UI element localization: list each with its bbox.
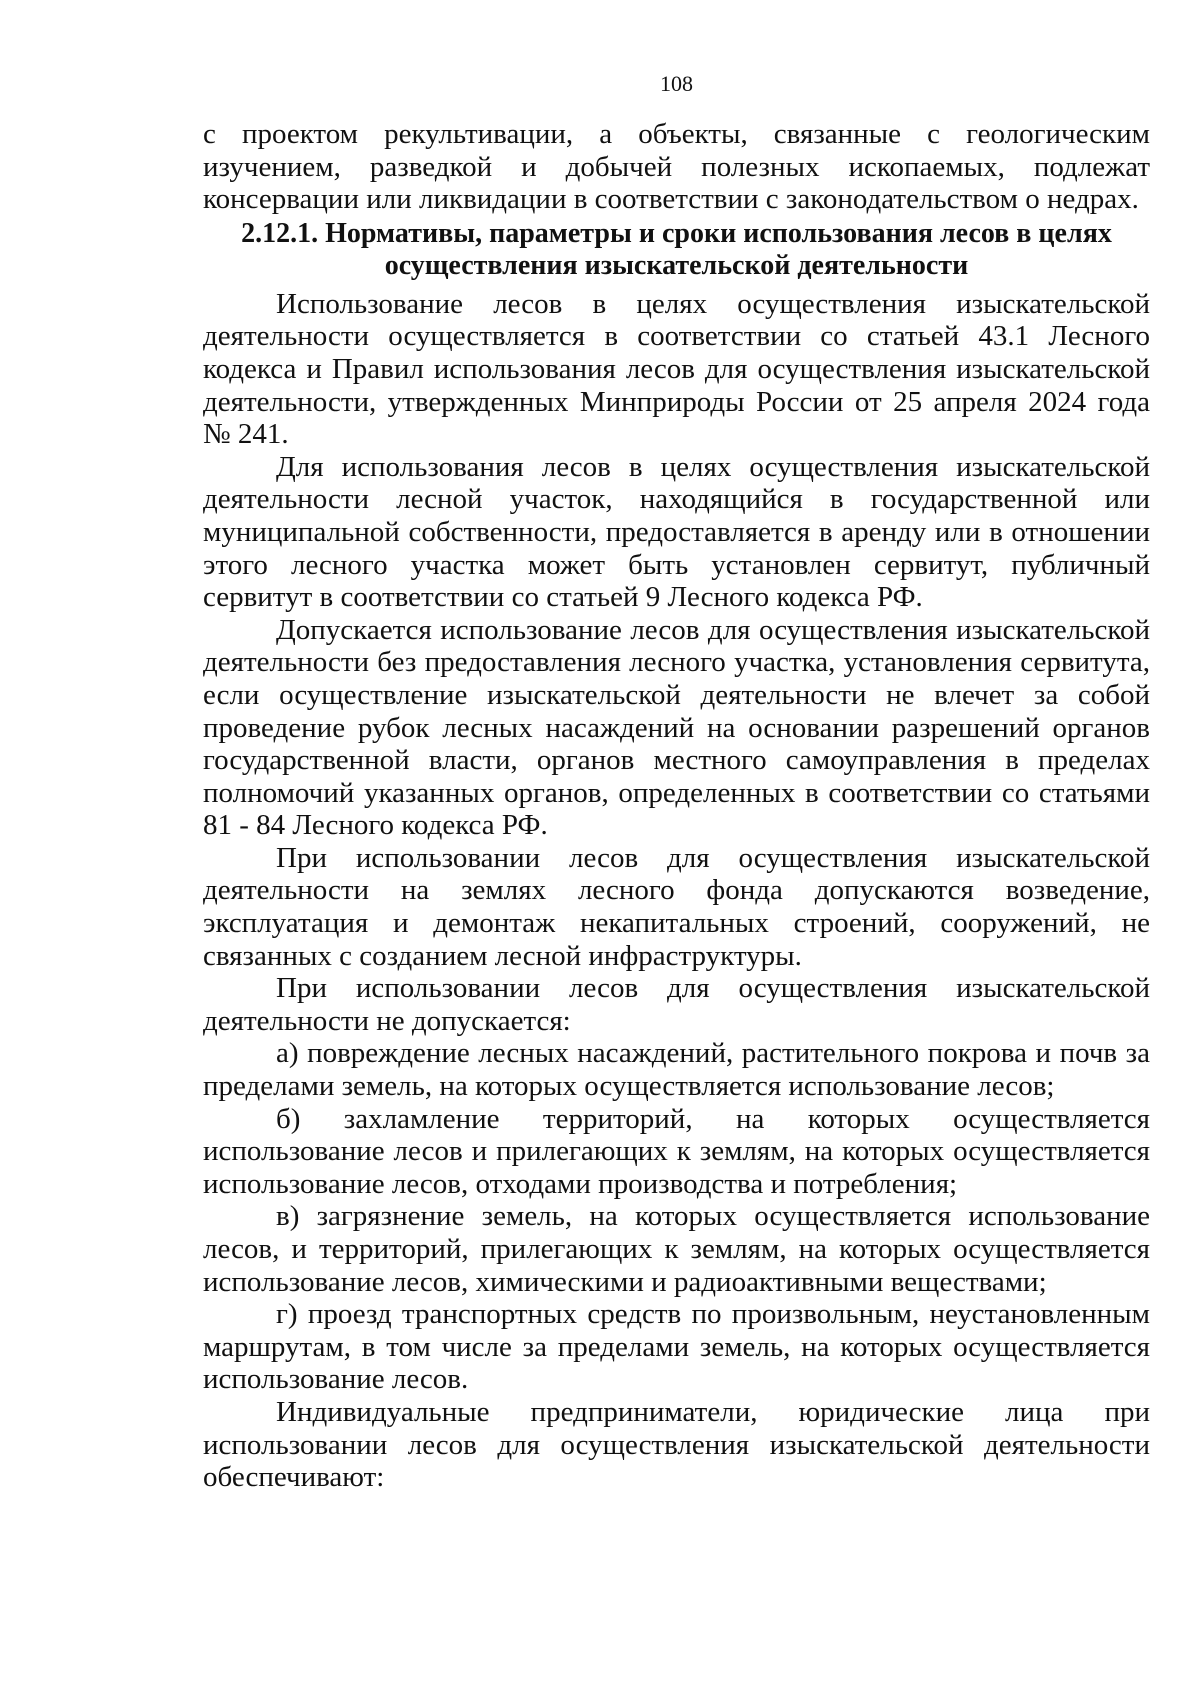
list-item-v: в) загрязнение земель, на которых осуществляется использование лесов, и территорий, прилегающих к землям, на которых осуществляется использование лесов, химическими и радиоактивными веществами; <box>203 1200 1150 1298</box>
paragraph-temporary-structures: При использовании лесов для осуществления изыскательской деятельности на землях лесного фонда допускаются возведение, эксплуатация и демонтаж некапитальных строений, сооружений, не связанных с созданием лесной инфраструктуры. <box>203 841 1150 972</box>
paragraph-usage-basis: Использование лесов в целях осуществления изыскательской деятельности осуществляется в соответствии со статьей 43.1 Лесного кодекса и Правил использования лесов для осуществления изыскательской деятельности, утвержденных Минприроды России от 25 апреля 2024 года № 241. <box>203 287 1150 451</box>
document-body <box>203 118 1150 1494</box>
paragraph-without-plot: Допускается использование лесов для осуществления изыскательской деятельности без предоставления лесного участка, установления сервитута, если осуществление изыскательской деятельности не влечет за собой проведение рубок лесных насаждений на основании разрешений органов государственной власти, органов местного самоуправления в пределах полномочий указанных органов, определенных в соответствии со статьями 81 - 84 Лесного кодекса РФ. <box>203 613 1150 842</box>
paragraph-prohibitions-intro: При использовании лесов для осуществления изыскательской деятельности не допускается: <box>203 972 1150 1037</box>
section-heading: 2.12.1. Нормативы, параметры и сроки использования лесов в целях осуществления изыскательской деятельности <box>241 217 1112 281</box>
intro-paragraph: с проектом рекультивации, а объекты, связанные с геологическим изучением, разведкой и добычей полезных ископаемых, подлежат консервации или ликвидации в соответствии с законодательством о недрах. <box>203 118 1150 216</box>
page-number: 108 <box>660 71 693 96</box>
list-item-g: г) проезд транспортных средств по произвольным, неустановленным маршрутам, в том числе за пределами земель, на которых осуществляется использование лесов. <box>203 1298 1150 1396</box>
document-page <box>203 0 1150 1696</box>
paragraph-obligations-intro: Индивидуальные предприниматели, юридические лица при использовании лесов для осуществления изыскательской деятельности обеспечивают: <box>203 1395 1150 1494</box>
paragraph-lease: Для использования лесов в целях осуществления изыскательской деятельности лесной участок, находящийся в государственной или муниципальной собственности, предоставляется в аренду или в отношении этого лесного участка может быть установлен сервитут, публичный сервитут в соответствии со статьей 9 Лесного кодекса РФ. <box>203 450 1150 614</box>
list-item-b: б) захламление территорий, на которых осуществляется использование лесов и прилегающих к землям, на которых осуществляется использование лесов, отходами производства и потребления; <box>203 1102 1150 1200</box>
list-item-a: а) повреждение лесных насаждений, растительного покрова и почв за пределами земель, на которых осуществляется использование лесов; <box>203 1037 1150 1103</box>
